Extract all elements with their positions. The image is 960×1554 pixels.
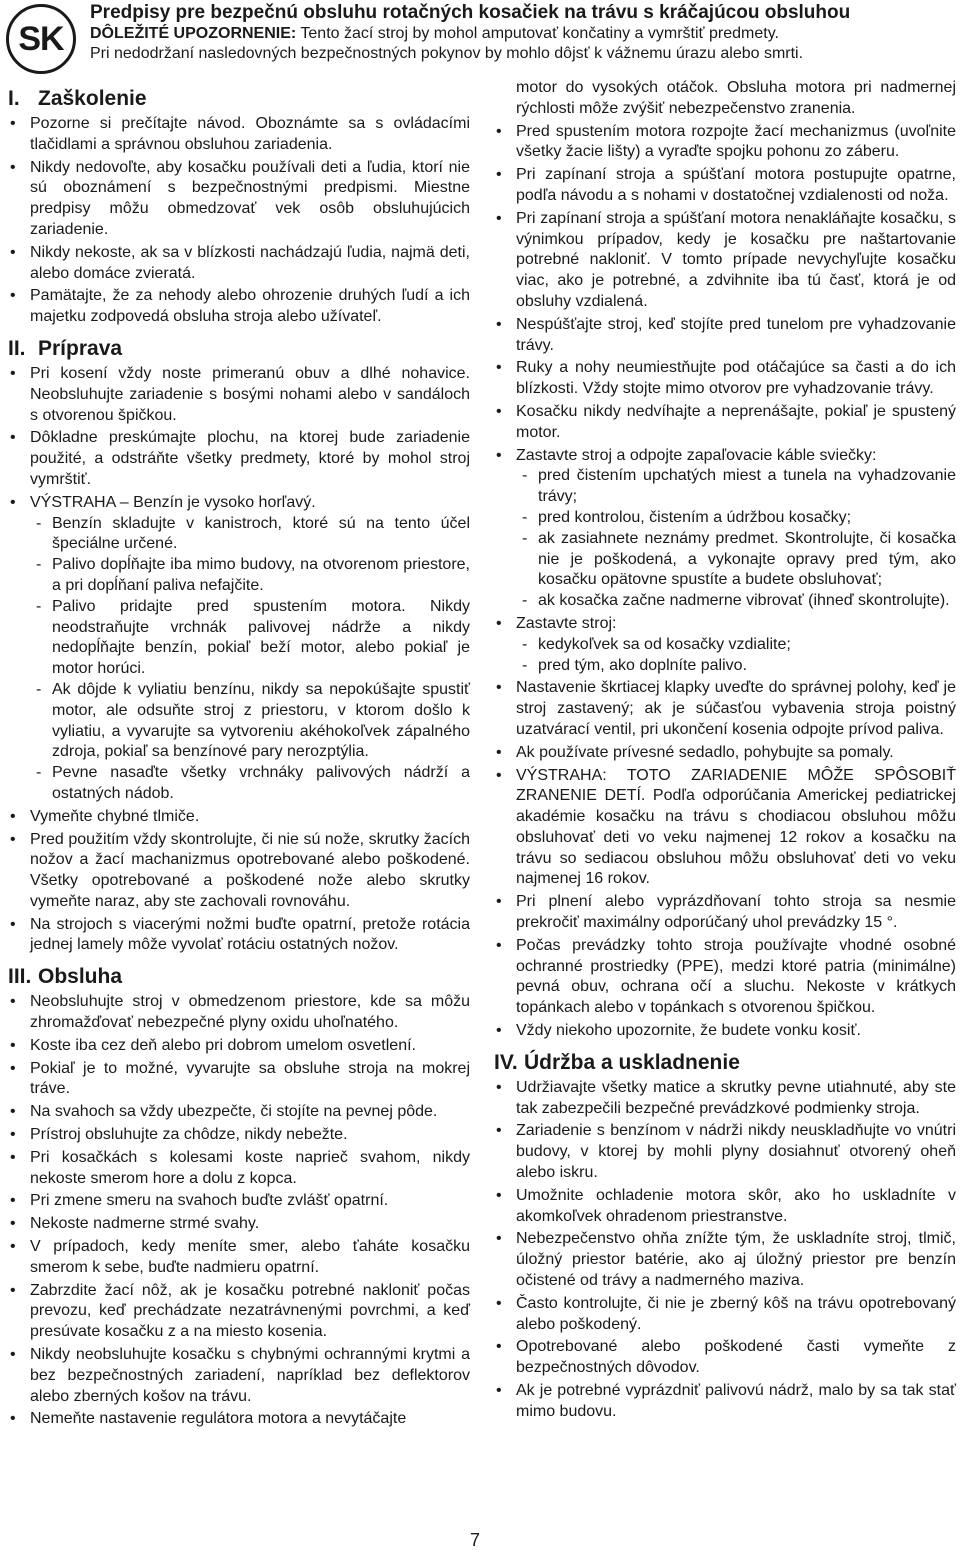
spark-plug-instruction: Zastavte stroj a odpojte zapaľovacie káble sviečky: [516,446,877,464]
section-title: Príprava [38,336,123,360]
warning-label: DÔLEŽITÉ UPOZORNENIE: [90,25,297,42]
list-item: • Dôkladne preskúmajte plochu, na ktorej bude zariadenie použité, a odstráňte všetky predmety, ktoré by mohol stroj vymrštiť. [8,428,470,490]
list-item: • Koste iba cez deň alebo pri dobrom umelom osvetlení. [8,1036,470,1057]
right-column [494,78,956,1425]
page-header [4,2,956,72]
sub-item: - pred kontrolou, čistením a údržbou kosačky; [516,508,956,529]
sub-item: - pred čistením upchatých miest a tunela na vyhadzovanie trávy; [516,466,956,508]
page-number: 7 [470,1530,481,1550]
list-item: • Ak používate prívesné sedadlo, pohybujte sa pomaly. [494,743,956,764]
sub-list [516,466,956,612]
list-item: • Ruky a nohy neumiestňujte pod otáčajúce sa časti a do ich blízkosti. Vždy stojte mimo otvorov pre vyhadzovanie trávy. [494,358,956,400]
list-item: • Na svahoch sa vždy ubezpečte, či stojíte na pevnej pôde. [8,1102,470,1123]
sub-item: - Palivo pridajte pred spustením motora. Nikdy neodstraňujte vrchnák palivovej nádrže a nikdy nedopĺňajte benzín, pokiaľ beží motor, alebo pokiaľ je motor horúci. [30,597,470,680]
section-number: IV. [494,1050,518,1074]
list-item [8,493,470,805]
section-number: II. [8,336,26,360]
list-item: • Nikdy nedovoľte, aby kosačku používali deti a ľudia, ktorí nie sú oboznámení s bezpečnostnými predpismi. Miestne predpisy môžu obmedzovať vek osôb obsluhujúcich zariadenie. [8,158,470,241]
page-title: Predpisy pre bezpečnú obsluhu rotačných kosačiek na trávu s kráčajúcou obsluhou [90,2,851,23]
list-item: • Prístroj obsluhujte za chôdze, nikdy nebežte. [8,1125,470,1146]
sub-item: - Palivo dopĺňajte iba mimo budovy, na otvorenom priestore, a pri dopĺňaní paliva nefajčite. [30,555,470,597]
section-title: Obsluha [38,965,123,989]
list-item: • Pamätajte, že za nehody alebo ohrozenie druhých ľudí a ich majetku zodpovedá obsluha stroja alebo užívateľ. [8,286,470,328]
list-item: • Pri zapínaní stroja a spúšťaní motora nenakláňajte kosačku, s výnimkou prípadov, kedy je kosačku pre naštartovanie potrebné nakloniť. V tomto prípade nevychyľujte kosačku viac, ako je potrebné, a zdvihnite iba tú časť, ktorá je od obsluhy vzdialená. [494,209,956,313]
list-item: • Zabrzdite žací nôž, ak je kosačku potrebné nakloniť počas prevozu, keď prechádzate nezatrávnenými povrchmi, a keď presúvate kosačku z a na miesto kosenia. [8,1281,470,1343]
section-title: Zaškolenie [38,87,147,110]
list-item: • Kosačku nikdy nedvíhajte a neprenášajte, pokiaľ je spustený motor. [494,402,956,444]
section-heading [8,964,470,990]
list-item: • Pri kosačkách s kolesami koste naprieč svahom, nikdy nekoste smerom hore a dolu z kopca. [8,1148,470,1190]
warning-line [90,24,956,44]
list-item [494,614,956,676]
warning-line-2: Pri nedodržaní nasledovných bezpečnostných pokynov by mohlo dôjsť k vážnemu úrazu alebo smrti. [90,45,804,62]
section-heading [494,1050,956,1076]
list-item: • V prípadoch, kedy meníte smer, alebo ťaháte kosačku smerom k sebe, buďte nadmieru opatrní. [8,1237,470,1279]
list-item: • Pri zapínaní stroja a spúšťaní motora postupujte opatrne, podľa návodu a s nohami v dostatočnej vzdialenosti od noža. [494,165,956,207]
header-text [90,2,956,64]
list-item: • Nastavenie škrtiacej klapky uveďte do správnej polohy, keď je stroj zastavený; ak je súčasťou vybavenia stroja poistný uzatvárací ventil, pri ukončení kosenia odpojte prívod paliva. [494,678,956,740]
stop-instruction: Zastavte stroj: [516,614,617,632]
language-badge: SK [6,4,76,74]
section-number: I. [8,87,20,110]
sub-item: - ak zasiahnete neznámy predmet. Skontrolujte, či kosačka nie je poškodená, a vykonajte opravy pred tým, ako kosačku opätovne spustíte a budete obsluhovať; [516,529,956,591]
sub-item: - Ak dôjde k vyliatiu benzínu, nikdy sa nepokúšajte spustiť motor, ale odsuňte stroj z priestoru, v ktorom došlo k vyliatiu, a vyvarujte sa vytvoreniu akéhokoľvek zápalného zdroja, pokiaľ sa benzínové pary nerozptýlia. [30,680,470,763]
list-item: • Pred použitím vždy skontrolujte, či nie sú nože, skrutky žacích nožov a žací machanizmus opotrebované alebo poškodené. Všetky opotrebované a poškodené nože alebo skrutky vymeňte naraz, aby ste zachovali rovnováhu. [8,830,470,913]
sub-list [30,514,470,805]
list-item: • VÝSTRAHA: TOTO ZARIADENIE MÔŽE SPÔSOBIŤ ZRANENIE DETÍ. Podľa odporúčania Americkej pediatrickej akadémie kosačku na trávu s chodiacou obsluhou môžu obsluhovať deti vo veku najmenej 12 rokov a kosačku na trávu so sediacou obsluhou môžu obsluhovať deti vo veku najmenej 16 rokov. [494,766,956,891]
section-heading [8,86,470,112]
fuel-warning: VÝSTRAHA – Benzín je vysoko horľavý. [30,493,316,511]
list-item: • Často kontrolujte, či nie je zberný kôš na trávu opotrebovaný alebo poškodený. [494,1294,956,1336]
section-number: III. [8,965,32,989]
list-item: • Opotrebované alebo poškodené časti vymeňte z bezpečnostných dôvodov. [494,1337,956,1379]
list-item: • Nebezpečenstvo ohňa znížte tým, že uskladníte stroj, tlmič, úložný priestor batérie, ako aj úložný priestor pre benzín očistené od trávy a nadmerného maziva. [494,1229,956,1291]
list-item: • Počas prevádzky tohto stroja používajte vhodné osobné ochranné prostriedky (PPE), medzi ktoré patria (minimálne) pevná obuv, ochrana očí a sluchu. Nekoste v krátkych topánkach alebo v topánkach s otvorenou špičkou. [494,936,956,1019]
list-item [494,446,956,612]
sub-item: - ak kosačka začne nadmerne vibrovať (ihneď skontrolujte). [516,591,956,612]
sub-item: - Benzín skladujte v kanistroch, ktoré sú na tento účel špeciálne určené. [30,514,470,556]
list-item: • Nikdy nekoste, ak sa v blízkosti nachádzajú ľudia, najmä deti, alebo domáce zvieratá. [8,243,470,285]
list-item: • Udržiavajte všetky matice a skrutky pevne utiahnuté, aby ste tak zabezpečili bezpečné prevádzkové podmienky stroja. [494,1078,956,1120]
list-item: • Neobsluhujte stroj v obmedzenom priestore, kde sa môžu zhromažďovať nebezpečné plyny oxidu uhoľnatého. [8,992,470,1034]
list-item: • Pri kosení vždy noste primeranú obuv a dlhé nohavice. Neobsluhujte zariadenie s bosými nohami alebo v sandáloch s otvorenou špičkou. [8,364,470,426]
section-list [8,114,470,328]
list-item: • Vymeňte chybné tlmiče. [8,807,470,828]
warning-text: Tento žací stroj by mohol amputovať končatiny a vymrštiť predmety. [296,25,779,42]
list-item: • Nespúšťajte stroj, keď stojíte pred tunelom pre vyhadzovanie trávy. [494,315,956,357]
list-item: • Pokiaľ je to možné, vyvarujte sa obsluhe stroja na mokrej tráve. [8,1059,470,1101]
section-list [8,364,470,956]
list-item: • Nikdy neobsluhujte kosačku s chybnými ochrannými krytmi a bez bezpečnostných zariadení, napríklad bez deflektorov alebo zberných košov na trávu. [8,1345,470,1407]
left-column [8,78,470,1432]
list-item: • Pozorne si prečítajte návod. Oboznámte sa s ovládacími tlačidlami a správnou obsluhou zariadenia. [8,114,470,156]
list-item: • Pred spustením motora rozpojte žací mechanizmus (uvoľnite všetky žacie lišty) a vyraďte spojku pohonu zo záberu. [494,122,956,164]
list-item: • Ak je potrebné vyprázdniť palivovú nádrž, malo by sa tak stať mimo budovu. [494,1381,956,1423]
list-item: • Nekoste nadmerne strmé svahy. [8,1214,470,1235]
section-list [494,78,956,1042]
list-item: • Zariadenie s benzínom v nádrži nikdy neuskladňujte vo vnútri budovy, v ktorej by mohli plyny dosiahnuť otvorený oheň alebo iskru. [494,1121,956,1183]
list-item: • Nemeňte nastavenie regulátora motora a nevytáčajte [8,1409,470,1430]
sub-item: - kedykoľvek sa od kosačky vzdialite; [516,635,956,656]
section-title: Údržba a uskladnenie [524,1050,740,1074]
section-list [494,1078,956,1423]
list-item: • Umožnite ochladenie motora skôr, ako ho uskladníte v akomkoľvek ohradenom priestranstve. [494,1186,956,1228]
sub-list [516,635,956,677]
list-item: • Vždy niekoho upozornite, že budete vonku kosiť. [494,1021,956,1042]
sub-item: - pred tým, ako doplníte palivo. [516,656,956,677]
continued-text: motor do vysokých otáčok. Obsluha motora pri nadmernej rýchlosti môže zvýšiť nebezpečenstvo zranenia. [516,79,956,117]
section-heading [8,336,470,362]
section-list [8,992,470,1430]
list-item: • Na strojoch s viacerými nožmi buďte opatrní, pretože rotácia jednej lamely môže vyvolať rotáciu ostatných nožov. [8,915,470,957]
list-item: • Pri zmene smeru na svahoch buďte zvlášť opatrní. [8,1191,470,1212]
sub-item: - Pevne nasaďte všetky vrchnáky palivových nádrží a ostatných nádob. [30,763,470,805]
list-item: • Pri plnení alebo vyprázdňovaní tohto stroja sa nesmie prekročiť maximálny odporúčaný uhol prevádzky 15 °. [494,892,956,934]
